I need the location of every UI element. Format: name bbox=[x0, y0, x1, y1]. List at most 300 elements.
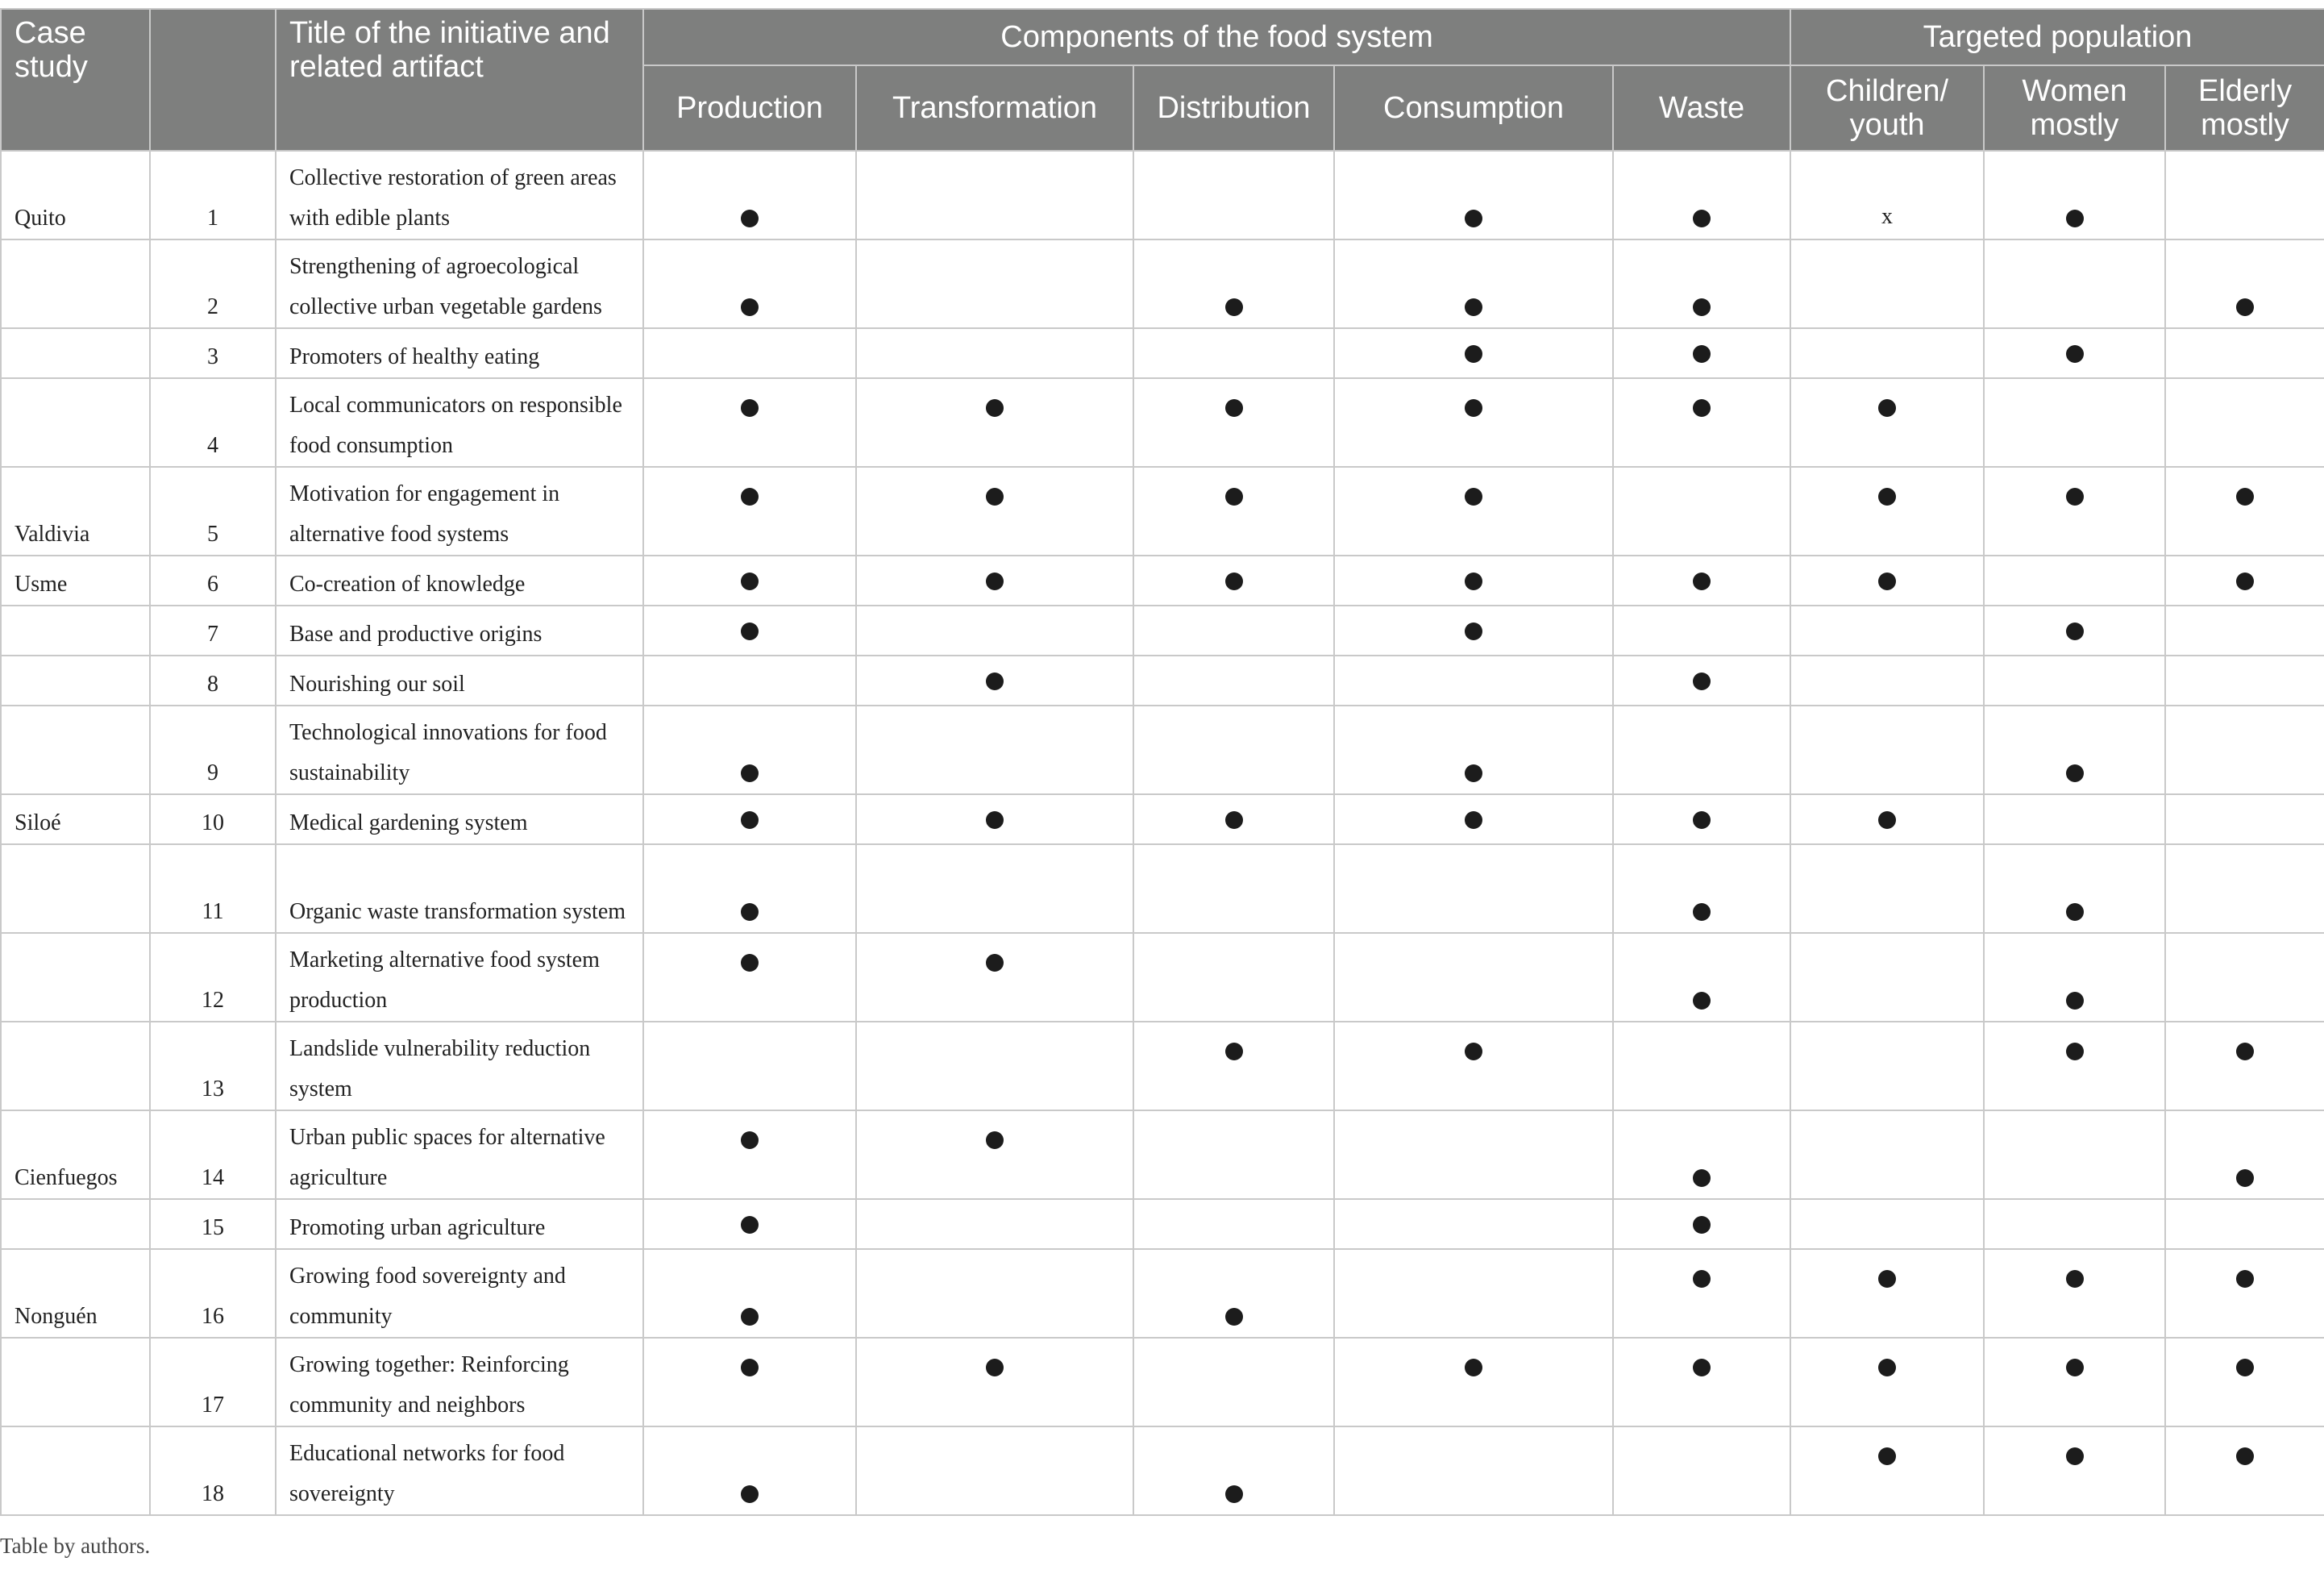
filled-dot-icon bbox=[1465, 1043, 1482, 1060]
initiative-title-cell: Educational networks for food sovereignty bbox=[276, 1426, 643, 1515]
mark-cell bbox=[856, 1338, 1133, 1426]
mark-cell bbox=[643, 378, 856, 467]
row-number-cell: 7 bbox=[150, 606, 276, 656]
mark-cell bbox=[1984, 706, 2165, 794]
initiative-title-cell: Technological innovations for food sustainability bbox=[276, 706, 643, 794]
mark-cell bbox=[1984, 933, 2165, 1022]
mark-cell bbox=[2165, 556, 2324, 606]
mark-cell bbox=[643, 706, 856, 794]
filled-dot-icon bbox=[1693, 1270, 1711, 1288]
mark-cell bbox=[856, 656, 1133, 706]
table-row bbox=[1, 378, 2324, 467]
filled-dot-icon bbox=[741, 1308, 759, 1326]
filled-dot-icon bbox=[741, 1131, 759, 1149]
mark-cell bbox=[1133, 378, 1334, 467]
mark-cell bbox=[2165, 467, 2324, 556]
table-footnote: Table by authors. bbox=[0, 1534, 151, 1558]
header-case-study: Case study bbox=[1, 9, 150, 151]
mark-cell bbox=[1133, 239, 1334, 328]
mark-cell bbox=[1133, 656, 1334, 706]
case-study-cell: Siloé bbox=[1, 794, 150, 844]
filled-dot-icon bbox=[1878, 488, 1896, 506]
mark-cell bbox=[2165, 1022, 2324, 1110]
mark-cell bbox=[1790, 794, 1984, 844]
row-number-cell: 14 bbox=[150, 1110, 276, 1199]
mark-cell bbox=[1334, 239, 1613, 328]
mark-cell bbox=[2165, 1110, 2324, 1199]
row-number-cell: 8 bbox=[150, 656, 276, 706]
case-study-cell bbox=[1, 1022, 150, 1110]
filled-dot-icon bbox=[741, 954, 759, 972]
mark-cell bbox=[643, 1426, 856, 1515]
filled-dot-icon bbox=[2066, 488, 2084, 506]
header-col-transformation: Transformation bbox=[856, 65, 1133, 151]
filled-dot-icon bbox=[1693, 210, 1711, 227]
table-row bbox=[1, 151, 2324, 239]
filled-dot-icon bbox=[1878, 811, 1896, 829]
mark-cell bbox=[1133, 1022, 1334, 1110]
mark-cell bbox=[1613, 239, 1790, 328]
initiative-title-cell: Growing food sovereignty and community bbox=[276, 1249, 643, 1338]
mark-cell bbox=[856, 378, 1133, 467]
mark-cell bbox=[1334, 1338, 1613, 1426]
mark-cell bbox=[1133, 328, 1334, 378]
mark-cell bbox=[643, 1022, 856, 1110]
mark-cell bbox=[1790, 933, 1984, 1022]
filled-dot-icon bbox=[741, 298, 759, 316]
mark-cell bbox=[1133, 706, 1334, 794]
header-col-elderly-mostly: Elderly mostly bbox=[2165, 65, 2324, 151]
case-study-cell: Valdivia bbox=[1, 467, 150, 556]
header-number bbox=[150, 9, 276, 151]
mark-cell bbox=[1790, 151, 1984, 239]
table-row bbox=[1, 1249, 2324, 1338]
mark-cell bbox=[1334, 933, 1613, 1022]
table-row bbox=[1, 1199, 2324, 1249]
table-row bbox=[1, 794, 2324, 844]
filled-dot-icon bbox=[1465, 345, 1482, 363]
table-row bbox=[1, 933, 2324, 1022]
filled-dot-icon bbox=[2236, 488, 2254, 506]
mark-cell bbox=[2165, 1426, 2324, 1515]
initiative-title-cell: Co-creation of knowledge bbox=[276, 556, 643, 606]
mark-cell bbox=[643, 606, 856, 656]
mark-cell bbox=[1984, 1338, 2165, 1426]
initiative-title-cell: Collective restoration of green areas with edible plants bbox=[276, 151, 643, 239]
mark-cell bbox=[856, 1110, 1133, 1199]
filled-dot-icon bbox=[1878, 1447, 1896, 1465]
filled-dot-icon bbox=[741, 811, 759, 829]
mark-cell bbox=[856, 794, 1133, 844]
mark-cell bbox=[856, 1022, 1133, 1110]
mark-cell bbox=[1334, 794, 1613, 844]
mark-cell bbox=[1790, 656, 1984, 706]
mark-cell bbox=[1613, 1022, 1790, 1110]
case-study-cell: Quito bbox=[1, 151, 150, 239]
row-number-cell: 5 bbox=[150, 467, 276, 556]
mark-cell bbox=[2165, 239, 2324, 328]
filled-dot-icon bbox=[1693, 672, 1711, 690]
mark-cell bbox=[1984, 606, 2165, 656]
mark-cell bbox=[856, 239, 1133, 328]
filled-dot-icon bbox=[1878, 1359, 1896, 1376]
mark-cell bbox=[1790, 1110, 1984, 1199]
mark-cell bbox=[1334, 378, 1613, 467]
mark-cell bbox=[2165, 844, 2324, 933]
filled-dot-icon bbox=[1225, 811, 1243, 829]
filled-dot-icon bbox=[1225, 573, 1243, 590]
filled-dot-icon bbox=[1693, 573, 1711, 590]
filled-dot-icon bbox=[1693, 1169, 1711, 1187]
case-study-cell bbox=[1, 1426, 150, 1515]
mark-cell bbox=[1334, 606, 1613, 656]
filled-dot-icon bbox=[1878, 1270, 1896, 1288]
mark-cell bbox=[2165, 933, 2324, 1022]
case-study-cell bbox=[1, 239, 150, 328]
filled-dot-icon bbox=[741, 1485, 759, 1503]
mark-cell bbox=[2165, 328, 2324, 378]
mark-cell bbox=[2165, 794, 2324, 844]
mark-cell bbox=[1613, 706, 1790, 794]
mark-cell bbox=[1334, 467, 1613, 556]
mark-cell bbox=[2165, 1199, 2324, 1249]
initiative-title-cell: Organic waste transformation system bbox=[276, 844, 643, 933]
mark-cell bbox=[856, 328, 1133, 378]
filled-dot-icon bbox=[986, 488, 1004, 506]
filled-dot-icon bbox=[1225, 1485, 1243, 1503]
mark-cell bbox=[1133, 933, 1334, 1022]
table-row bbox=[1, 1426, 2324, 1515]
initiative-title-cell: Base and productive origins bbox=[276, 606, 643, 656]
mark-cell bbox=[856, 933, 1133, 1022]
mark-cell bbox=[1334, 844, 1613, 933]
initiatives-table bbox=[0, 8, 2324, 1516]
mark-cell bbox=[1613, 606, 1790, 656]
case-study-cell bbox=[1, 378, 150, 467]
mark-cell bbox=[2165, 378, 2324, 467]
mark-cell bbox=[1133, 606, 1334, 656]
mark-cell bbox=[1334, 556, 1613, 606]
filled-dot-icon bbox=[2236, 1359, 2254, 1376]
filled-dot-icon bbox=[741, 623, 759, 640]
case-study-cell: Cienfuegos bbox=[1, 1110, 150, 1199]
header-group-components: Components of the food system bbox=[643, 9, 1790, 65]
mark-cell bbox=[1790, 1249, 1984, 1338]
header-col-women-mostly: Women mostly bbox=[1984, 65, 2165, 151]
mark-cell bbox=[2165, 1338, 2324, 1426]
row-number-cell: 16 bbox=[150, 1249, 276, 1338]
filled-dot-icon bbox=[1693, 345, 1711, 363]
mark-cell bbox=[856, 556, 1133, 606]
mark-cell bbox=[1790, 1022, 1984, 1110]
filled-dot-icon bbox=[986, 573, 1004, 590]
initiative-title-cell: Motivation for engagement in alternative food systems bbox=[276, 467, 643, 556]
row-number-cell: 9 bbox=[150, 706, 276, 794]
header-col-distribution: Distribution bbox=[1133, 65, 1334, 151]
filled-dot-icon bbox=[986, 399, 1004, 417]
filled-dot-icon bbox=[1465, 298, 1482, 316]
filled-dot-icon bbox=[2066, 345, 2084, 363]
filled-dot-icon bbox=[2236, 298, 2254, 316]
row-number-cell: 4 bbox=[150, 378, 276, 467]
mark-cell bbox=[643, 1110, 856, 1199]
header-col-waste: Waste bbox=[1613, 65, 1790, 151]
mark-cell bbox=[1613, 556, 1790, 606]
filled-dot-icon bbox=[741, 488, 759, 506]
case-study-cell: Usme bbox=[1, 556, 150, 606]
row-number-cell: 18 bbox=[150, 1426, 276, 1515]
filled-dot-icon bbox=[986, 954, 1004, 972]
initiative-title-cell: Local communicators on responsible food consumption bbox=[276, 378, 643, 467]
row-number-cell: 13 bbox=[150, 1022, 276, 1110]
initiative-title-cell: Marketing alternative food system production bbox=[276, 933, 643, 1022]
filled-dot-icon bbox=[741, 210, 759, 227]
filled-dot-icon bbox=[2066, 1447, 2084, 1465]
mark-cell bbox=[2165, 151, 2324, 239]
mark-cell bbox=[1613, 1426, 1790, 1515]
mark-cell bbox=[1984, 794, 2165, 844]
mark-cell bbox=[1133, 1199, 1334, 1249]
mark-cell bbox=[1334, 706, 1613, 794]
mark-cell bbox=[1613, 656, 1790, 706]
mark-cell bbox=[1984, 239, 2165, 328]
filled-dot-icon bbox=[2066, 623, 2084, 640]
mark-cell bbox=[1984, 1426, 2165, 1515]
filled-dot-icon bbox=[1878, 573, 1896, 590]
mark-cell bbox=[643, 556, 856, 606]
table-body bbox=[1, 151, 2324, 1515]
mark-cell bbox=[1133, 844, 1334, 933]
mark-cell bbox=[856, 1426, 1133, 1515]
filled-dot-icon bbox=[2066, 1043, 2084, 1060]
table-row bbox=[1, 239, 2324, 328]
filled-dot-icon bbox=[1465, 764, 1482, 782]
mark-cell bbox=[1334, 1110, 1613, 1199]
table-row bbox=[1, 1022, 2324, 1110]
row-number-cell: 1 bbox=[150, 151, 276, 239]
mark-cell bbox=[643, 844, 856, 933]
filled-dot-icon bbox=[741, 399, 759, 417]
header-col-children-youth: Children/ youth bbox=[1790, 65, 1984, 151]
filled-dot-icon bbox=[986, 811, 1004, 829]
mark-cell bbox=[1984, 378, 2165, 467]
filled-dot-icon bbox=[1693, 903, 1711, 921]
mark-cell bbox=[1334, 328, 1613, 378]
mark-cell bbox=[1790, 467, 1984, 556]
case-study-cell bbox=[1, 933, 150, 1022]
mark-cell bbox=[1613, 794, 1790, 844]
row-number-cell: 12 bbox=[150, 933, 276, 1022]
filled-dot-icon bbox=[1225, 488, 1243, 506]
filled-dot-icon bbox=[1465, 573, 1482, 590]
mark-cell bbox=[1790, 1426, 1984, 1515]
filled-dot-icon bbox=[741, 903, 759, 921]
filled-dot-icon bbox=[1693, 298, 1711, 316]
mark-cell bbox=[1613, 1199, 1790, 1249]
row-number-cell: 17 bbox=[150, 1338, 276, 1426]
header-title: Title of the initiative and related artifact bbox=[276, 9, 643, 151]
x-mark-icon: x bbox=[1881, 204, 1894, 229]
mark-cell bbox=[1984, 1022, 2165, 1110]
initiative-title-cell: Nourishing our soil bbox=[276, 656, 643, 706]
filled-dot-icon bbox=[1878, 399, 1896, 417]
filled-dot-icon bbox=[1693, 399, 1711, 417]
mark-cell bbox=[1334, 1022, 1613, 1110]
mark-cell bbox=[1790, 706, 1984, 794]
filled-dot-icon bbox=[741, 764, 759, 782]
initiative-title-cell: Strengthening of agroecological collective urban vegetable gardens bbox=[276, 239, 643, 328]
filled-dot-icon bbox=[1693, 1216, 1711, 1234]
initiative-title-cell: Landslide vulnerability reduction system bbox=[276, 1022, 643, 1110]
mark-cell bbox=[643, 328, 856, 378]
mark-cell bbox=[1613, 378, 1790, 467]
mark-cell bbox=[856, 606, 1133, 656]
header-col-consumption: Consumption bbox=[1334, 65, 1613, 151]
mark-cell bbox=[1133, 794, 1334, 844]
table-row bbox=[1, 1110, 2324, 1199]
mark-cell bbox=[1334, 1199, 1613, 1249]
mark-cell bbox=[856, 151, 1133, 239]
case-study-cell bbox=[1, 1338, 150, 1426]
mark-cell bbox=[1984, 467, 2165, 556]
case-study-cell bbox=[1, 1199, 150, 1249]
filled-dot-icon bbox=[1225, 1043, 1243, 1060]
mark-cell bbox=[1984, 1249, 2165, 1338]
initiative-title-cell: Urban public spaces for alternative agriculture bbox=[276, 1110, 643, 1199]
case-study-cell bbox=[1, 844, 150, 933]
mark-cell bbox=[856, 1199, 1133, 1249]
filled-dot-icon bbox=[1693, 992, 1711, 1010]
filled-dot-icon bbox=[2066, 1359, 2084, 1376]
mark-cell bbox=[1133, 1426, 1334, 1515]
filled-dot-icon bbox=[986, 672, 1004, 690]
mark-cell bbox=[1613, 1249, 1790, 1338]
filled-dot-icon bbox=[741, 573, 759, 590]
filled-dot-icon bbox=[1465, 811, 1482, 829]
mark-cell bbox=[2165, 1249, 2324, 1338]
mark-cell bbox=[1133, 1338, 1334, 1426]
mark-cell bbox=[1790, 1199, 1984, 1249]
mark-cell bbox=[1133, 1249, 1334, 1338]
table-row bbox=[1, 1338, 2324, 1426]
mark-cell bbox=[856, 1249, 1133, 1338]
mark-cell bbox=[1613, 1110, 1790, 1199]
mark-cell bbox=[643, 933, 856, 1022]
filled-dot-icon bbox=[2066, 764, 2084, 782]
table-row bbox=[1, 606, 2324, 656]
mark-cell bbox=[856, 467, 1133, 556]
mark-cell bbox=[1984, 656, 2165, 706]
filled-dot-icon bbox=[741, 1359, 759, 1376]
mark-cell bbox=[1133, 556, 1334, 606]
case-study-cell: Nonguén bbox=[1, 1249, 150, 1338]
mark-cell bbox=[1790, 606, 1984, 656]
header-col-production: Production bbox=[643, 65, 856, 151]
mark-cell bbox=[1984, 1199, 2165, 1249]
mark-cell bbox=[1133, 1110, 1334, 1199]
mark-cell bbox=[2165, 656, 2324, 706]
table-row bbox=[1, 656, 2324, 706]
mark-cell bbox=[1613, 844, 1790, 933]
mark-cell bbox=[1790, 556, 1984, 606]
mark-cell bbox=[1790, 1338, 1984, 1426]
row-number-cell: 2 bbox=[150, 239, 276, 328]
mark-cell bbox=[643, 467, 856, 556]
initiative-title-cell: Medical gardening system bbox=[276, 794, 643, 844]
mark-cell bbox=[1984, 844, 2165, 933]
mark-cell bbox=[1790, 328, 1984, 378]
table-row bbox=[1, 844, 2324, 933]
filled-dot-icon bbox=[2236, 1043, 2254, 1060]
mark-cell bbox=[2165, 606, 2324, 656]
mark-cell bbox=[643, 1338, 856, 1426]
mark-cell bbox=[2165, 706, 2324, 794]
filled-dot-icon bbox=[2066, 1270, 2084, 1288]
row-number-cell: 3 bbox=[150, 328, 276, 378]
mark-cell bbox=[1133, 467, 1334, 556]
mark-cell bbox=[643, 656, 856, 706]
case-study-cell bbox=[1, 328, 150, 378]
filled-dot-icon bbox=[1693, 1359, 1711, 1376]
case-study-cell bbox=[1, 656, 150, 706]
filled-dot-icon bbox=[1225, 399, 1243, 417]
mark-cell bbox=[1334, 656, 1613, 706]
mark-cell bbox=[1790, 844, 1984, 933]
table-row bbox=[1, 467, 2324, 556]
mark-cell bbox=[1613, 1338, 1790, 1426]
filled-dot-icon bbox=[1225, 298, 1243, 316]
table-row bbox=[1, 556, 2324, 606]
case-study-cell bbox=[1, 706, 150, 794]
filled-dot-icon bbox=[1465, 210, 1482, 227]
mark-cell bbox=[643, 1199, 856, 1249]
mark-cell bbox=[1984, 328, 2165, 378]
header-group-population: Targeted population bbox=[1790, 9, 2324, 65]
filled-dot-icon bbox=[1465, 1359, 1482, 1376]
filled-dot-icon bbox=[741, 1216, 759, 1234]
mark-cell bbox=[1613, 151, 1790, 239]
table-row bbox=[1, 706, 2324, 794]
row-number-cell: 11 bbox=[150, 844, 276, 933]
mark-cell bbox=[643, 1249, 856, 1338]
filled-dot-icon bbox=[2236, 1270, 2254, 1288]
filled-dot-icon bbox=[2236, 1447, 2254, 1465]
mark-cell bbox=[1334, 1249, 1613, 1338]
mark-cell bbox=[643, 239, 856, 328]
mark-cell bbox=[1613, 467, 1790, 556]
filled-dot-icon bbox=[986, 1131, 1004, 1149]
filled-dot-icon bbox=[986, 1359, 1004, 1376]
row-number-cell: 15 bbox=[150, 1199, 276, 1249]
mark-cell bbox=[643, 794, 856, 844]
filled-dot-icon bbox=[1225, 1308, 1243, 1326]
row-number-cell: 6 bbox=[150, 556, 276, 606]
filled-dot-icon bbox=[1465, 623, 1482, 640]
mark-cell bbox=[1613, 328, 1790, 378]
mark-cell bbox=[1133, 151, 1334, 239]
mark-cell bbox=[1790, 239, 1984, 328]
mark-cell bbox=[1984, 1110, 2165, 1199]
table-row bbox=[1, 328, 2324, 378]
filled-dot-icon bbox=[1465, 488, 1482, 506]
mark-cell bbox=[1984, 556, 2165, 606]
mark-cell bbox=[1334, 1426, 1613, 1515]
mark-cell bbox=[856, 844, 1133, 933]
initiative-title-cell: Promoters of healthy eating bbox=[276, 328, 643, 378]
filled-dot-icon bbox=[2066, 210, 2084, 227]
mark-cell bbox=[856, 706, 1133, 794]
initiative-title-cell: Promoting urban agriculture bbox=[276, 1199, 643, 1249]
